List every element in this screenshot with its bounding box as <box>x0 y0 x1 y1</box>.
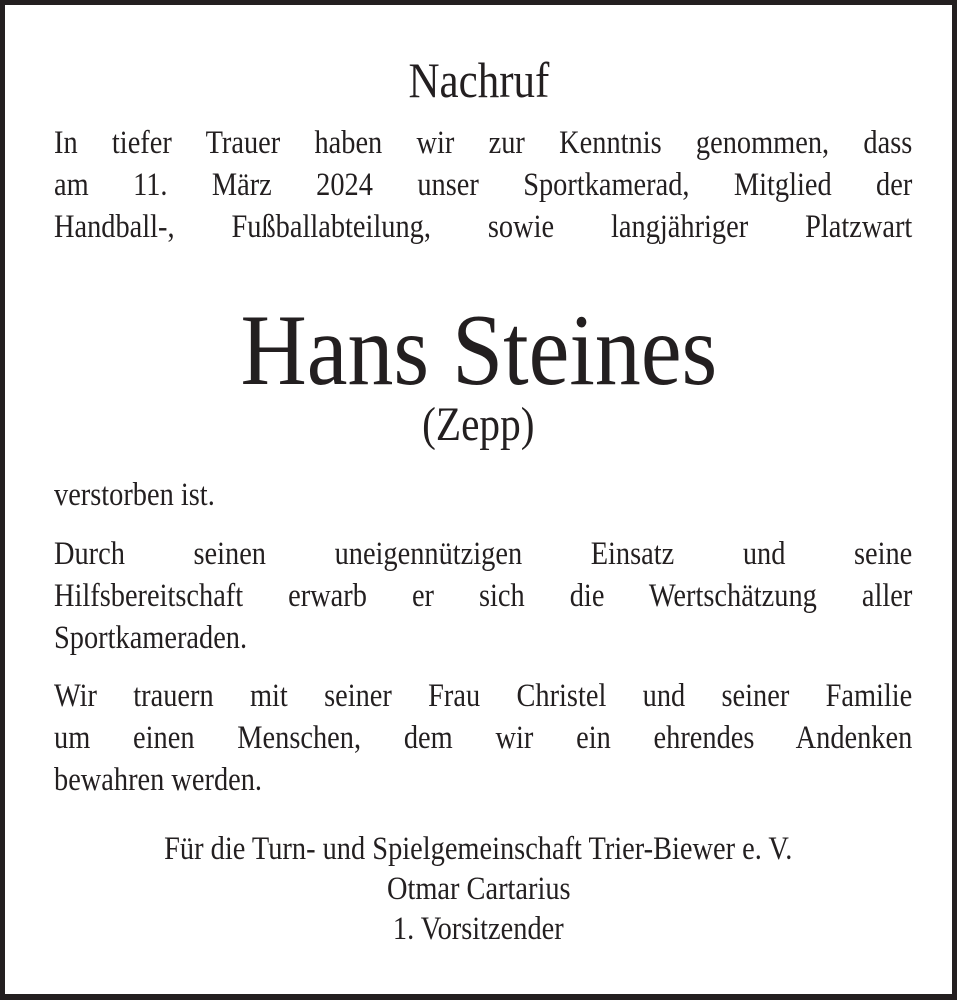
intro-line-3-text: Handball-, Fußballabteilung, sowie langjähriger Platzwart <box>54 209 913 245</box>
intro-line-1-text: In tiefer Trauer haben wir zur Kenntnis genommen, dass <box>54 125 913 161</box>
paragraph-1-line-1-text: Durch seinen uneigennützigen Einsatz und seine <box>54 536 913 572</box>
deceased-name-text: Hans Steines <box>240 294 717 407</box>
paragraph-1-line-2 <box>54 580 912 613</box>
intro-line-1 <box>54 127 912 160</box>
signature-organization-text: Für die Turn- und Spielgemeinschaft Trier-Biewer e. V. <box>164 831 793 867</box>
paragraph-1-line-3 <box>54 622 247 655</box>
signature-role-text: 1. Vorsitzender <box>393 911 564 947</box>
paragraph-2-line-2-text: um einen Menschen, dem wir ein ehrendes Andenken <box>54 720 913 756</box>
after-name-line <box>54 479 215 512</box>
paragraph-2-line-1 <box>54 680 912 713</box>
intro-line-2 <box>54 169 912 202</box>
paragraph-2-line-2 <box>54 722 912 755</box>
paragraph-1-line-3-text: Sportkameraden. <box>54 620 248 656</box>
paragraph-1-line-1 <box>54 538 912 571</box>
signature-organization <box>5 833 952 866</box>
paragraph-2-line-3 <box>54 764 262 797</box>
paragraph-2-line-1-text: Wir trauern mit seiner Frau Christel und seiner Familie <box>54 678 913 714</box>
signature-signer-text: Otmar Cartarius <box>386 871 571 907</box>
deceased-nickname-text: (Zepp) <box>422 398 535 451</box>
intro-line-3 <box>54 211 912 244</box>
intro-line-2-text: am 11. März 2024 unser Sportkamerad, Mitglied der <box>54 167 913 203</box>
heading <box>5 52 952 108</box>
after-name-text: verstorben ist. <box>54 477 215 513</box>
signature-role <box>5 913 952 946</box>
heading-text: Nachruf <box>408 52 549 108</box>
signature-signer <box>5 873 952 906</box>
deceased-name <box>5 294 952 407</box>
deceased-nickname <box>5 398 952 451</box>
paragraph-2-line-3-text: bewahren werden. <box>54 762 263 798</box>
paragraph-1-line-2-text: Hilfsbereitschaft erwarb er sich die Wertschätzung aller <box>54 578 913 614</box>
